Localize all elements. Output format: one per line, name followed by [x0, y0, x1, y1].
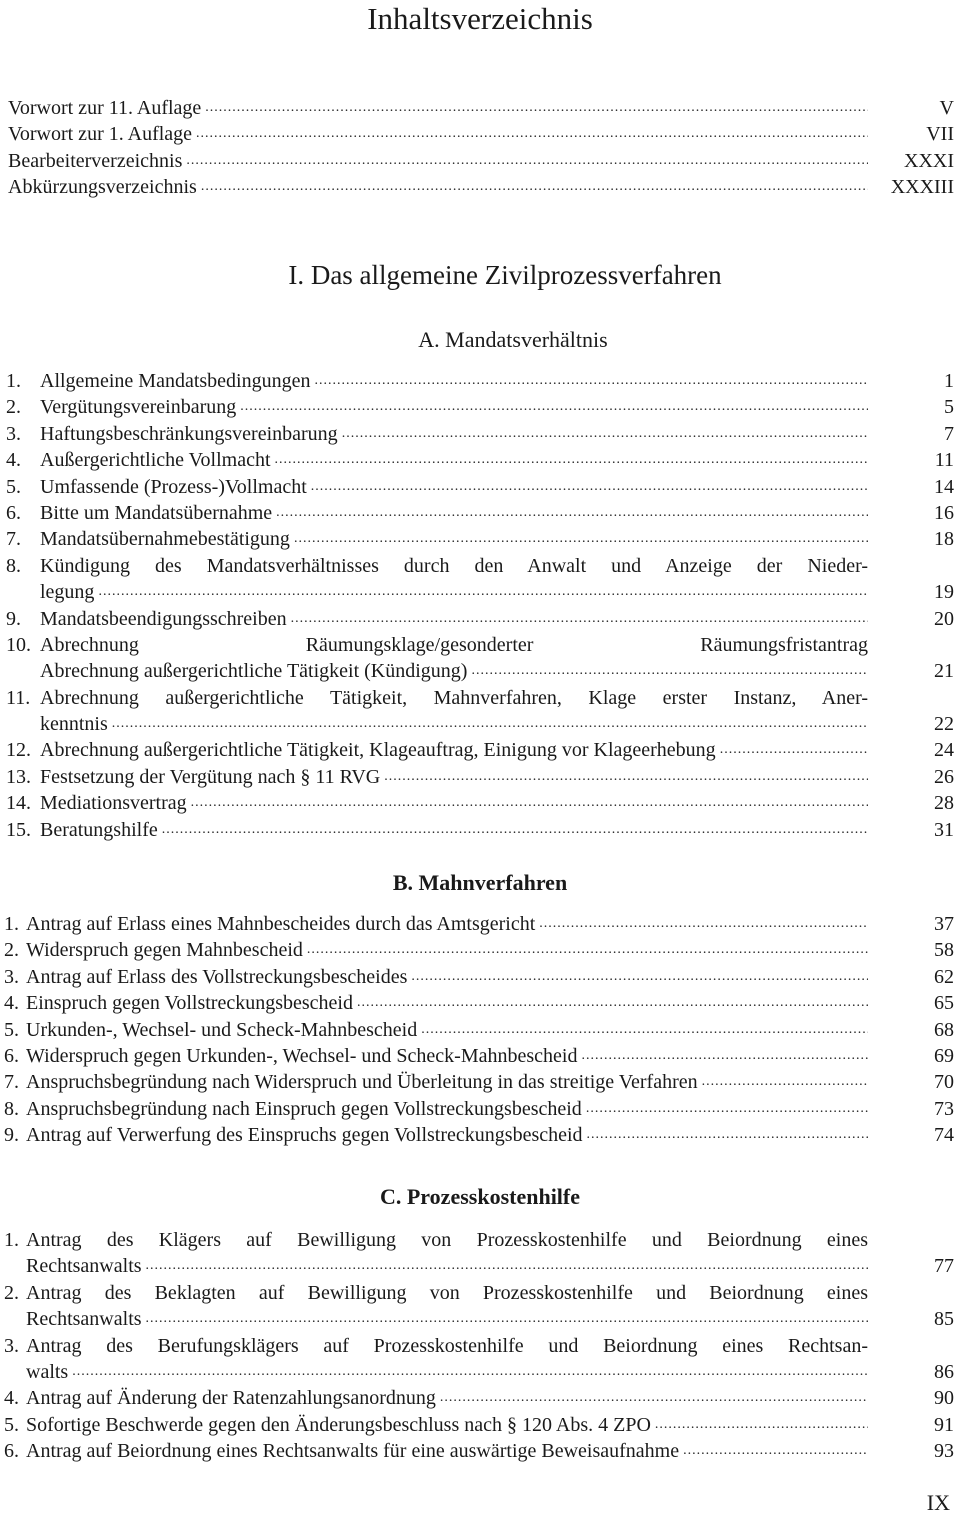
- entry-body: [40, 737, 868, 763]
- entry-number: 1.: [6, 370, 21, 392]
- entry-page: 5: [944, 396, 954, 419]
- toc-entry-line: [0, 447, 960, 473]
- leader-dots: [702, 1069, 868, 1095]
- toc-entry-line: [0, 937, 960, 963]
- entry-number: 12.: [6, 739, 31, 762]
- entry-text: Antrag des Beklagten auf Bewilligung von Prozesskostenhilfe und Beiordnung eines: [26, 1281, 868, 1304]
- entry-body: [40, 447, 868, 473]
- entry-body: [26, 1253, 868, 1279]
- entry-indent: [4, 1253, 26, 1279]
- toc-entry-line: [0, 174, 960, 200]
- leader-dots: [112, 711, 868, 737]
- entry-page: 28: [934, 792, 954, 815]
- leader-dots: [240, 394, 868, 420]
- entry-text: Beratungshilfe: [40, 818, 158, 841]
- entry-text: Antrag auf Erlass des Vollstreckungsbescheides: [26, 965, 408, 988]
- entry-body: [40, 790, 868, 816]
- entry-text: Vergütungsvereinbarung: [40, 396, 237, 419]
- leader-dots: [294, 526, 868, 552]
- entry-page: 74: [934, 1124, 954, 1147]
- entry-body: [40, 394, 868, 420]
- toc-entry-line: [0, 95, 960, 121]
- entry-body: [8, 121, 868, 147]
- toc-entry-line: [0, 148, 960, 174]
- entry-text: Haftungsbeschränkungsvereinbarung: [40, 422, 338, 445]
- entry-number: 8.: [4, 1097, 19, 1120]
- toc-entry-line: [0, 474, 960, 500]
- leader-dots: [411, 964, 868, 990]
- leader-dots: [311, 474, 868, 500]
- leader-dots: [655, 1412, 868, 1438]
- entry-page: 21: [934, 660, 954, 683]
- toc-entry-line: [0, 990, 960, 1016]
- entry-number: 15.: [6, 818, 31, 841]
- toc-entry-line: [0, 1333, 960, 1359]
- entry-body: [26, 937, 868, 963]
- entry-text: Allgemeine Mandatsbedingungen: [40, 370, 311, 392]
- entry-body: [8, 174, 868, 200]
- entry-text: Rechtsanwalts: [26, 1255, 142, 1278]
- leader-dots: [683, 1438, 868, 1464]
- page-number: IX: [926, 1490, 950, 1515]
- leader-dots: [342, 421, 868, 447]
- entry-number: 11.: [6, 686, 31, 709]
- leader-dots: [275, 447, 869, 473]
- toc-entry-line: [0, 764, 960, 790]
- entry-number: 10.: [6, 633, 31, 656]
- entry-number: 5.: [4, 1018, 19, 1041]
- entry-body: [26, 911, 868, 937]
- entry-body: [26, 1359, 868, 1385]
- entry-text: Antrag auf Erlass eines Mahnbescheides durch das Amtsgericht: [26, 913, 536, 935]
- entry-page: 93: [934, 1440, 954, 1463]
- entry-number: 7.: [4, 1071, 19, 1094]
- entry-text: Rechtsanwalts: [26, 1308, 142, 1331]
- entry-number: 3.: [4, 1334, 19, 1357]
- entry-page: 22: [934, 713, 954, 736]
- leader-dots: [146, 1253, 868, 1279]
- entry-body: [26, 1412, 868, 1438]
- leader-dots: [539, 911, 868, 937]
- leader-dots: [440, 1385, 868, 1411]
- toc-entry-line: [0, 911, 960, 937]
- leader-dots: [98, 579, 868, 605]
- toc-entry-line: [0, 711, 960, 737]
- entry-number: 4.: [6, 449, 21, 472]
- entry-page: 20: [934, 607, 954, 630]
- entry-number: 7.: [6, 528, 21, 551]
- entry-text: Anspruchsbegründung nach Einspruch gegen Vollstreckungsbescheid: [26, 1097, 582, 1120]
- leader-dots: [315, 368, 869, 394]
- entry-page: 68: [934, 1018, 954, 1041]
- leader-dots: [72, 1359, 868, 1385]
- entry-text: Umfassende (Prozess-)Vollmacht: [40, 475, 307, 498]
- entry-number: 9.: [4, 1124, 19, 1147]
- toc-entry-line: [0, 1438, 960, 1464]
- entry-page: 91: [934, 1413, 954, 1436]
- part-heading: I. Das allgemeine Zivilprozessverfahren: [288, 260, 722, 290]
- entry-number: 5.: [6, 475, 21, 498]
- entry-text: Antrag auf Beiordnung eines Rechtsanwalts für eine auswärtige Beweisaufnahme: [26, 1440, 680, 1463]
- toc-entry-line: [0, 685, 960, 711]
- entry-page: XXXIII: [890, 176, 954, 199]
- entry-page: 16: [934, 501, 954, 524]
- leader-dots: [471, 658, 868, 684]
- entry-body: [26, 1385, 868, 1411]
- front-matter-list: [0, 95, 960, 201]
- entry-page: 7: [944, 422, 954, 445]
- entry-indent: [6, 711, 40, 737]
- entry-number: 2.: [4, 939, 19, 962]
- entry-text: Antrag des Klägers auf Bewilligung von Prozesskostenhilfe und Beiordnung eines: [26, 1229, 868, 1251]
- entry-indent: [4, 1306, 26, 1332]
- entry-page: 14: [934, 475, 954, 498]
- entry-page: 26: [934, 765, 954, 788]
- entry-number: 6.: [4, 1044, 19, 1067]
- section-heading-a: A. Mandatsverhältnis: [418, 327, 608, 352]
- toc-entry-line: [0, 1096, 960, 1122]
- toc-entry-line: [0, 1043, 960, 1069]
- entry-body: [40, 579, 868, 605]
- entry-number: 1.: [4, 1229, 19, 1251]
- entry-text: kenntnis: [40, 713, 108, 736]
- entry-text: Kündigung des Mandatsverhältnisses durch den Anwalt und Anzeige der Nieder-: [40, 554, 868, 577]
- toc-entry-line: [0, 1227, 960, 1253]
- toc-entry-line: [0, 553, 960, 579]
- entry-body: [40, 500, 868, 526]
- leader-dots: [586, 1096, 868, 1122]
- entry-body: [40, 368, 868, 394]
- entry-body: [26, 1122, 868, 1148]
- entry-text: Festsetzung der Vergütung nach § 11 RVG: [40, 765, 381, 788]
- entry-number: 9.: [6, 607, 21, 630]
- entry-page: XXXI: [904, 149, 954, 172]
- leader-dots: [162, 817, 868, 843]
- entry-text: Abrechnung außergerichtliche Tätigkeit, Klageauftrag, Einigung vor Klageerhebung: [40, 739, 716, 762]
- toc-entry-line: [0, 1359, 960, 1385]
- toc-entry-line: [0, 1069, 960, 1095]
- entry-number: 3.: [6, 422, 21, 445]
- entry-text: Abrechnung Räumungsklage/gesonderter Räumungsfristantrag: [40, 633, 868, 656]
- entry-body: [26, 1438, 868, 1464]
- entry-body: [8, 148, 868, 174]
- entry-text: Abrechnung außergerichtliche Tätigkeit (Kündigung): [40, 660, 468, 683]
- leader-dots: [291, 606, 868, 632]
- entry-text: Mandatsbeendigungsschreiben: [40, 607, 287, 630]
- toc-entry-line: [0, 1253, 960, 1279]
- entry-number: 4.: [4, 1387, 19, 1410]
- entry-page: 86: [934, 1360, 954, 1383]
- entry-body: [40, 711, 868, 737]
- entry-page: 24: [934, 739, 954, 762]
- entry-indent: [6, 658, 40, 684]
- page-title: Inhaltsverzeichnis: [367, 1, 593, 36]
- leader-dots: [384, 764, 868, 790]
- entry-text: Mediationsvertrag: [40, 792, 187, 815]
- entry-body: [40, 658, 868, 684]
- entry-text: Urkunden-, Wechsel- und Scheck-Mahnbescheid: [26, 1018, 418, 1041]
- leader-dots: [196, 121, 868, 147]
- entry-body: [40, 764, 868, 790]
- entry-text: Abrechnung außergerichtliche Tätigkeit, Mahnverfahren, Klage erster Instanz, Aner-: [40, 686, 868, 709]
- toc-entry-line: [0, 1306, 960, 1332]
- toc-entry-line: [0, 817, 960, 843]
- entry-number: 5.: [4, 1413, 19, 1436]
- entry-text: Widerspruch gegen Urkunden-, Wechsel- und Scheck-Mahnbescheid: [26, 1044, 578, 1067]
- entry-number: 2.: [6, 396, 21, 419]
- entry-number: 3.: [4, 965, 19, 988]
- entry-page: 90: [934, 1387, 954, 1410]
- entry-number: 2.: [4, 1281, 19, 1304]
- toc-entry-line: [0, 421, 960, 447]
- leader-dots: [276, 500, 868, 526]
- entry-body: [40, 526, 868, 552]
- entry-body: [26, 1043, 868, 1069]
- toc-entry-line: [0, 526, 960, 552]
- entry-body: [40, 606, 868, 632]
- leader-dots: [720, 737, 868, 763]
- entry-page: 1: [944, 370, 954, 392]
- entry-page: VII: [926, 123, 954, 146]
- toc-entry-line: [0, 1017, 960, 1043]
- toc-entry-line: [0, 500, 960, 526]
- entry-number: 13.: [6, 765, 31, 788]
- entry-body: [26, 1096, 868, 1122]
- entry-number: 1.: [4, 913, 19, 935]
- entry-page: 77: [934, 1255, 954, 1278]
- entry-page: 62: [934, 965, 954, 988]
- entry-text: Anspruchsbegründung nach Widerspruch und Überleitung in das streitige Verfahren: [26, 1071, 698, 1094]
- leader-dots: [205, 95, 868, 121]
- entry-page: 70: [934, 1071, 954, 1094]
- section-b-list: [0, 911, 960, 1149]
- entry-body: [26, 1017, 868, 1043]
- toc-entry-line: [0, 1385, 960, 1411]
- toc-entry-line: [0, 394, 960, 420]
- entry-page: 37: [934, 913, 954, 935]
- entry-text: Bearbeiterverzeichnis: [8, 149, 183, 172]
- entry-text: Widerspruch gegen Mahnbescheid: [26, 939, 303, 962]
- entry-page: 19: [934, 581, 954, 604]
- entry-number: 4.: [4, 992, 19, 1015]
- toc-entry-line: [0, 368, 960, 394]
- entry-text: Sofortige Beschwerde gegen den Änderungsbeschluss nach § 120 Abs. 4 ZPO: [26, 1413, 651, 1436]
- section-heading-b: B. Mahnverfahren: [392, 870, 568, 895]
- leader-dots: [186, 148, 868, 174]
- entry-number: 6.: [6, 501, 21, 524]
- leader-dots: [357, 990, 868, 1016]
- entry-page: 58: [934, 939, 954, 962]
- entry-text: Bitte um Mandatsübernahme: [40, 501, 273, 524]
- toc-entry-line: [0, 737, 960, 763]
- entry-page: 69: [934, 1044, 954, 1067]
- toc-entry-line: [0, 1412, 960, 1438]
- entry-page: 85: [934, 1308, 954, 1331]
- entry-body: [26, 1069, 868, 1095]
- entry-text: Außergerichtliche Vollmacht: [40, 449, 271, 472]
- entry-body: [40, 817, 868, 843]
- section-a-list: [0, 368, 960, 843]
- toc-entry-line: [0, 658, 960, 684]
- entry-body: [40, 474, 868, 500]
- leader-dots: [146, 1306, 868, 1332]
- leader-dots: [201, 174, 868, 200]
- entry-number: 14.: [6, 792, 31, 815]
- entry-text: legung: [40, 581, 95, 604]
- leader-dots: [421, 1017, 868, 1043]
- entry-page: 65: [934, 992, 954, 1015]
- entry-text: Antrag des Berufungsklägers auf Prozesskostenhilfe und Beiordnung eines Rechtsan-: [26, 1334, 868, 1357]
- toc-entry-line: [0, 964, 960, 990]
- entry-page: 31: [934, 818, 954, 841]
- toc-entry-line: [0, 121, 960, 147]
- entry-text: Einspruch gegen Vollstreckungsbescheid: [26, 992, 353, 1015]
- entry-page: V: [939, 97, 954, 119]
- entry-text: Abkürzungsverzeichnis: [8, 176, 197, 199]
- section-c-list: [0, 1227, 960, 1465]
- toc-entry-line: [0, 579, 960, 605]
- leader-dots: [307, 937, 868, 963]
- entry-page: 11: [934, 449, 954, 472]
- leader-dots: [191, 790, 868, 816]
- entry-body: [40, 421, 868, 447]
- section-heading-c: C. Prozesskostenhilfe: [379, 1184, 581, 1209]
- entry-text: Vorwort zur 1. Auflage: [8, 123, 193, 146]
- entry-text: Antrag auf Verwerfung des Einspruchs gegen Vollstreckungsbescheid: [26, 1124, 583, 1147]
- entry-body: [26, 1306, 868, 1332]
- entry-number: 8.: [6, 554, 21, 577]
- entry-body: [8, 95, 868, 121]
- entry-text: Mandatsübernahmebestätigung: [40, 528, 290, 551]
- leader-dots: [587, 1122, 868, 1148]
- entry-body: [26, 990, 868, 1016]
- entry-text: Antrag auf Änderung der Ratenzahlungsanordnung: [26, 1387, 436, 1410]
- entry-indent: [6, 579, 40, 605]
- entry-indent: [4, 1359, 26, 1385]
- entry-text: Vorwort zur 11. Auflage: [8, 97, 202, 119]
- toc-entry-line: [0, 1280, 960, 1306]
- leader-dots: [581, 1043, 868, 1069]
- entry-page: 18: [934, 528, 954, 551]
- entry-page: 73: [934, 1097, 954, 1120]
- entry-number: 6.: [4, 1440, 19, 1463]
- toc-entry-line: [0, 632, 960, 658]
- toc-entry-line: [0, 606, 960, 632]
- entry-text: walts: [26, 1360, 69, 1383]
- toc-entry-line: [0, 790, 960, 816]
- toc-entry-line: [0, 1122, 960, 1148]
- entry-body: [26, 964, 868, 990]
